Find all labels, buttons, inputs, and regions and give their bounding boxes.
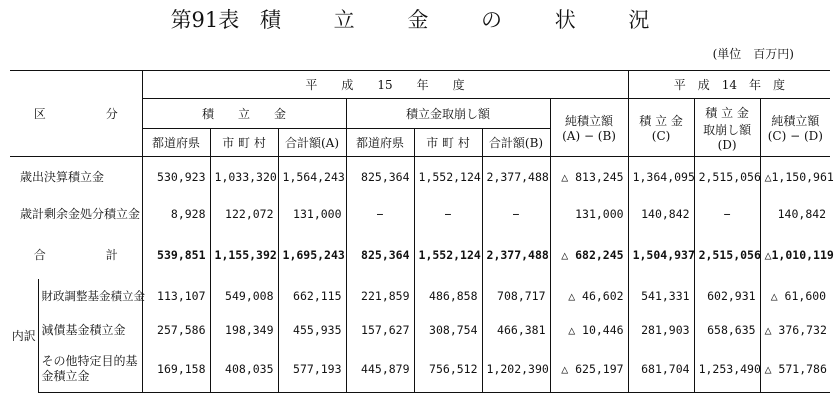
cell: 1,552,124 — [414, 231, 482, 279]
d-header — [694, 99, 760, 157]
net-c-d-label: 純積立額 — [771, 114, 820, 128]
table-title — [0, 4, 820, 34]
cell: 131,000 — [550, 197, 628, 231]
cell: 157,627 — [346, 313, 414, 347]
col-pref: 都道府県 — [142, 129, 210, 157]
cell: 756,512 — [414, 347, 482, 393]
cell: △ 46,602 — [550, 279, 628, 313]
cell: 1,695,243 — [278, 231, 346, 279]
cell: 113,107 — [142, 279, 210, 313]
net-a-b-sub: (A) − (B) — [562, 129, 616, 143]
cell: 1,253,490 — [694, 347, 760, 393]
row-label: 歳計剰余金処分積立金 — [10, 197, 142, 231]
cell: 662,115 — [278, 279, 346, 313]
row-label: 歳出決算積立金 — [10, 157, 142, 197]
torikuzushi-header: 積立金取崩し額 — [346, 99, 550, 129]
cell: 169,158 — [142, 347, 210, 393]
cell: 2,515,056 — [694, 157, 760, 197]
cell: △ 571,786 — [760, 347, 830, 393]
cell: 140,842 — [628, 197, 694, 231]
kubun-header: 区 分 — [10, 71, 142, 157]
cell: △ 813,245 — [550, 157, 628, 197]
title-char: 況 — [628, 8, 650, 32]
cell: 1,364,095 — [628, 157, 694, 197]
cell: 825,364 — [346, 231, 414, 279]
cell: 408,035 — [210, 347, 278, 393]
col-city: 市 町 村 — [210, 129, 278, 157]
cell: 1,155,392 — [210, 231, 278, 279]
title-char: 金 — [407, 8, 429, 32]
title-char: 立 — [333, 8, 355, 32]
cell: △ 376,732 — [764, 322, 827, 337]
row-label-line2: 金積立金 — [41, 369, 90, 384]
row-label: 財政調整基金積立金 — [38, 279, 142, 313]
cell: 445,879 — [346, 347, 414, 393]
title-char: 状 — [554, 8, 576, 32]
tsumitate-header: 積 立 金 — [142, 99, 346, 129]
col-total-a: 合計額(A) — [278, 129, 346, 157]
cell: − — [482, 197, 550, 231]
cell: − — [414, 197, 482, 231]
cell: △1,150,961 — [764, 169, 834, 184]
row-label-line1: その他特定目的基 — [41, 354, 138, 369]
cell: 825,364 — [346, 157, 414, 197]
cell: − — [346, 197, 414, 231]
cell: 1,564,243 — [278, 157, 346, 197]
table-row — [10, 347, 830, 393]
cell: 530,923 — [142, 157, 210, 197]
cell: 257,586 — [142, 313, 210, 347]
c-sub: (C) — [651, 129, 671, 143]
cell: 198,349 — [210, 313, 278, 347]
cell: 8,928 — [142, 197, 210, 231]
d-sub: (D) — [717, 137, 737, 152]
row-label: 合 計 — [10, 231, 142, 279]
cell: 2,377,488 — [482, 231, 550, 279]
cell: △ 10,446 — [550, 313, 628, 347]
cell: − — [694, 197, 760, 231]
cell: 486,858 — [414, 279, 482, 313]
cell: 131,000 — [278, 197, 346, 231]
cell: 140,842 — [777, 206, 827, 221]
col-total-b: 合計額(B) — [482, 129, 550, 157]
cell: 708,717 — [482, 279, 550, 313]
table-row — [10, 279, 830, 313]
cell: 539,851 — [142, 231, 210, 279]
d-label2: 取崩し額 — [703, 122, 752, 137]
cell: 602,931 — [694, 279, 760, 313]
net-a-b-header — [550, 99, 628, 157]
table-number: 第91表 — [170, 8, 240, 32]
table-row — [10, 197, 830, 231]
reserve-fund-table — [10, 70, 834, 393]
d-label1: 積 立 金 — [705, 105, 749, 120]
net-a-b-label: 純積立額 — [565, 114, 614, 128]
fy15-header: 平 成 15 年 度 — [142, 71, 628, 99]
table-row — [10, 313, 830, 347]
cell: 658,635 — [694, 313, 760, 347]
title-char: の — [481, 8, 503, 32]
cell: 122,072 — [210, 197, 278, 231]
col-city2: 市 町 村 — [414, 129, 482, 157]
fy14-header: 平 成 14 年 度 — [628, 71, 830, 99]
cell: 1,504,937 — [628, 231, 694, 279]
unit-label: (単位 百万円) — [712, 47, 794, 61]
total-row — [10, 231, 830, 279]
cell: 577,193 — [278, 347, 346, 393]
row-label: 減債基金積立金 — [38, 313, 142, 347]
cell: 1,552,124 — [414, 157, 482, 197]
net-c-d-header — [760, 99, 830, 157]
cell: 549,008 — [210, 279, 278, 313]
cell: 2,377,488 — [482, 157, 550, 197]
title-char: 積 — [259, 8, 281, 32]
cell: △ 625,197 — [550, 347, 628, 393]
cell: △ 682,245 — [550, 231, 628, 279]
cell: △1,010,119 — [764, 247, 834, 262]
c-header — [628, 99, 694, 157]
cell: 308,754 — [414, 313, 482, 347]
row-label — [38, 347, 142, 393]
net-c-d-sub: (C) − (D) — [767, 129, 823, 143]
cell: 281,903 — [628, 313, 694, 347]
c-label: 積 立 金 — [639, 114, 683, 128]
cell: 221,859 — [346, 279, 414, 313]
uchiwake-label: 内訳 — [10, 279, 38, 393]
cell: 1,033,320 — [210, 157, 278, 197]
col-pref2: 都道府県 — [346, 129, 414, 157]
cell: △ 61,600 — [770, 288, 827, 303]
cell: 2,515,056 — [694, 231, 760, 279]
cell: 466,381 — [482, 313, 550, 347]
cell: 1,202,390 — [482, 347, 550, 393]
cell: 455,935 — [278, 313, 346, 347]
table-row — [10, 157, 830, 197]
cell: 541,331 — [628, 279, 694, 313]
cell: 681,704 — [628, 347, 694, 393]
